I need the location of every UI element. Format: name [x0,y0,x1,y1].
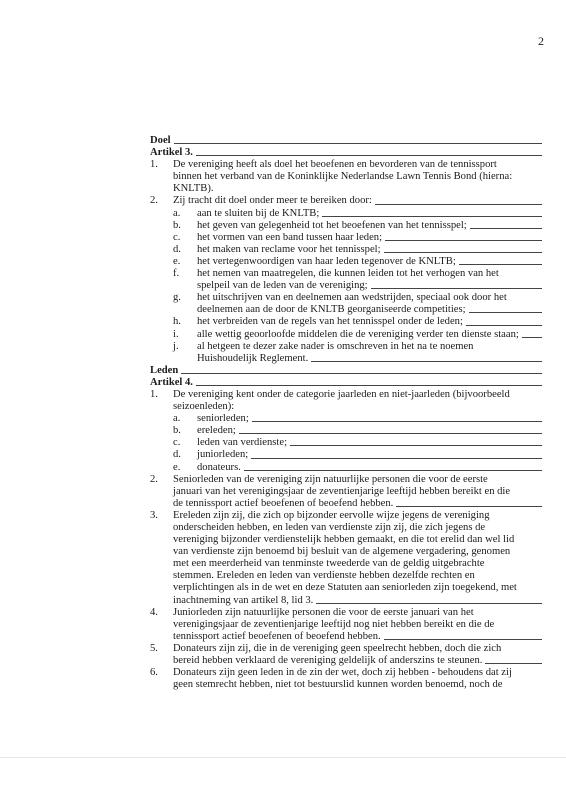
subitem-h [173,316,542,328]
artikel-4-item-5 [150,643,542,667]
subitem-i [173,329,542,341]
subitem-a [173,208,542,220]
subitem-d [173,244,542,256]
subitem-letter: d. [173,243,181,255]
subitem-letter: d. [173,449,181,461]
paragraph-line: het uitschrijven van en deelnemen aan wedstrijden, speciaal ook door het [197,292,507,304]
paragraph-line: geen stemrecht hebben, niet tot bestuurslid kunnen worden benoemd, noch de [173,679,503,691]
paragraph-line: de tennissport actief beoefenen of beoefend hebben. [173,497,394,509]
paragraph-line: Zij tracht dit doel onder meer te bereiken door: [173,195,372,207]
item-number: 2. [150,473,158,485]
artikel-4-items [150,474,542,692]
artikel-4-item-2 [150,474,542,510]
paragraph-line: het vertegenwoordigen van haar leden tegenover de KNLTB; [197,255,456,267]
paragraph-line: donateurs. [197,461,241,473]
paragraph-line: Ereleden zijn zij, die zich op bijzonder eervolle wijze jegens de vereniging [173,509,490,521]
paragraph-line: binnen het verband van de Koninklijke Nederlandse Lawn Tennis Bond (hierna: [173,171,513,183]
paragraph-line: met een meerderheid van tenminste tweederde van de geldig uitgebrachte [173,558,485,570]
paragraph-line: seizoenleden): [173,401,235,413]
paragraph-line: het nemen van maatregelen, die kunnen leiden tot het verhogen van het [197,268,499,280]
subitem-f [173,268,542,292]
subitem-letter: i. [173,328,179,340]
subitem-letter: e. [173,255,181,267]
subitem-e [173,462,542,474]
page-number: 2 [538,34,544,48]
subitem-j [173,341,542,365]
artikel-4-item-1: 1. De vereniging kent onder de categorie jaarleden en niet-jaarleden (bijvoorbeeld seizoenleden): a. seniorleden; b. ereleden; c. leden van verdienste; d. juniorleden; e. donateurs. [150,389,542,474]
section-heading-doel: Doel [150,135,542,147]
subitem-d [173,449,542,461]
paragraph-line: verplichtingen als in de wet en deze Statuten aan seniorleden zijn toegekend, met [173,582,517,594]
paragraph-line: het maken van reclame voor het tennisspel; [197,243,381,255]
paragraph-line: vereniging bijzonder verdienstelijk hebben gemaakt, en die tot erelid dan wel lid [173,534,515,546]
artikel-4-item-3 [150,510,542,607]
leden-subitem-list [173,413,542,473]
artikel-3-heading: Artikel 3. [150,147,542,159]
paragraph-line: al hetgeen te dezer zake nader is omschreven in het na te noemen [197,340,474,352]
paragraph-line: verenigingsjaar de zeventienjarige leeftijd nog niet hebben bereikt en die de [173,618,495,630]
item-number: 5. [150,642,158,654]
artikel-3-item-1: 1. De vereniging heeft als doel het beoefenen en bevorderen van de tennissport binnen het verband van de Koninklijke Nederlandse Lawn Tennis Bond (hierna: KNLTB). [150,159,542,195]
paragraph-line: juniorleden; [197,449,249,461]
paragraph-line: tennissport actief beoefenen of beoefend hebben. [173,630,381,642]
paragraph-line: ereleden; [197,425,236,437]
subitem-letter: b. [173,219,181,231]
subitem-letter: g. [173,292,181,304]
paragraph-line: De vereniging heeft als doel het beoefenen en bevorderen van de tennissport [173,159,497,171]
paragraph-line: januari van het verenigingsjaar de zeventienjarige leeftijd hebben bereikt en die [173,485,511,497]
paragraph-line: Juniorleden zijn natuurlijke personen die voor de eerste januari van het [173,606,474,618]
paragraph-line: onderscheiden hebben, en leden van verdienste zijn zij, die zich jegens de [173,522,486,533]
subitem-a [173,413,542,425]
paragraph-line: het vormen van een band tussen haar leden; [197,231,383,243]
subitem-letter: f. [173,268,180,280]
subitem-b [173,425,542,437]
subitem-letter: e. [173,461,181,473]
paragraph-line: spelpeil van de leden van de vereniging; [197,280,368,292]
item-number: 3. [150,509,158,521]
statuten-document [150,135,542,691]
paragraph-line: Donateurs zijn zij, die in de vereniging geen speelrecht hebben, doch die zich [173,642,502,654]
subitem-e [173,256,542,268]
subitem-letter: j. [173,340,179,352]
item-number: 6. [150,667,158,679]
paragraph-line: inachtneming van artikel 8, lid 3. [173,594,314,606]
scan-edge [0,757,566,758]
subitem-letter: a. [173,207,181,219]
paragraph-line: het verbreiden van de regels van het tennisspel onder de leden; [197,316,463,328]
subitem-letter: b. [173,425,181,437]
subitem-letter: c. [173,437,181,449]
paragraph-line: aan te sluiten bij de KNLTB; [197,207,320,219]
paragraph-line: het geven van gelegenheid tot het beoefenen van het tennisspel; [197,219,467,231]
paragraph-line: Huishoudelijk Reglement. [197,352,309,364]
artikel-3-item-2: 2. Zij tracht dit doel onder meer te bereiken door: a. aan te sluiten bij de KNLTB; b. het geven van gelegenheid tot het beoefenen van het tennisspel; c. het vormen van een band tussen haar leden; d. het maken van reclame voor het tennisspel; e. het vertegenwoordigen van haar leden tegenover de KNLTB; f. het nemen van maatregelen, die kunnen leiden tot het verhogen van het spelpeil van de leden van de vereniging; g. het uitschrijven van en deelnemen aan wedstrijden, speciaal ook door het deelnemen aan de door de KNLTB georganiseerde competities; h. het verbreiden van de regels van het tennisspel onder de leden; i. alle wettig geoorloofde middelen die de vereniging verder ten dienste staan; j. al hetgeen te dezer zake nader is omschreven in het na te noemen Huishoudelijk Reglement. [150,195,542,364]
doel-subitem-list [173,208,542,365]
paragraph-line: stemmen. Ereleden en leden van verdienste hebben dezelfde rechten en [173,570,475,582]
paragraph-line: deelnemen aan de door de KNLTB georganiseerde competities; [197,304,466,316]
artikel-4-item-6 [150,667,542,691]
subitem-b [173,220,542,232]
subitem-c [173,437,542,449]
section-heading-leden: Leden [150,365,542,377]
paragraph-line: leden van verdienste; [197,437,288,449]
paragraph-line: KNLTB). [173,183,214,195]
artikel-4-heading: Artikel 4. [150,377,542,389]
subitem-g [173,292,542,316]
subitem-c [173,232,542,244]
item-number: 4. [150,606,158,618]
subitem-letter: c. [173,231,181,243]
paragraph-line: alle wettig geoorloofde middelen die de vereniging verder ten dienste staan; [197,328,519,340]
subitem-letter: h. [173,316,181,328]
paragraph-line: bereid hebben verklaard de vereniging geldelijk of anderszins te steunen. [173,655,483,667]
artikel-4-item-4 [150,607,542,643]
paragraph-line: Donateurs zijn geen leden in de zin der wet, doch zij hebben - behoudens dat zij [173,667,512,679]
paragraph-line: Seniorleden van de vereniging zijn natuurlijke personen die voor de eerste [173,473,488,485]
paragraph-line: van verdienste zijn benoemd bij besluit van de algemene vergadering, genomen [173,546,511,558]
subitem-letter: a. [173,413,181,425]
paragraph-line: De vereniging kent onder de categorie jaarleden en niet-jaarleden (bijvoorbeeld [173,388,510,400]
paragraph-line: seniorleden; [197,413,249,425]
